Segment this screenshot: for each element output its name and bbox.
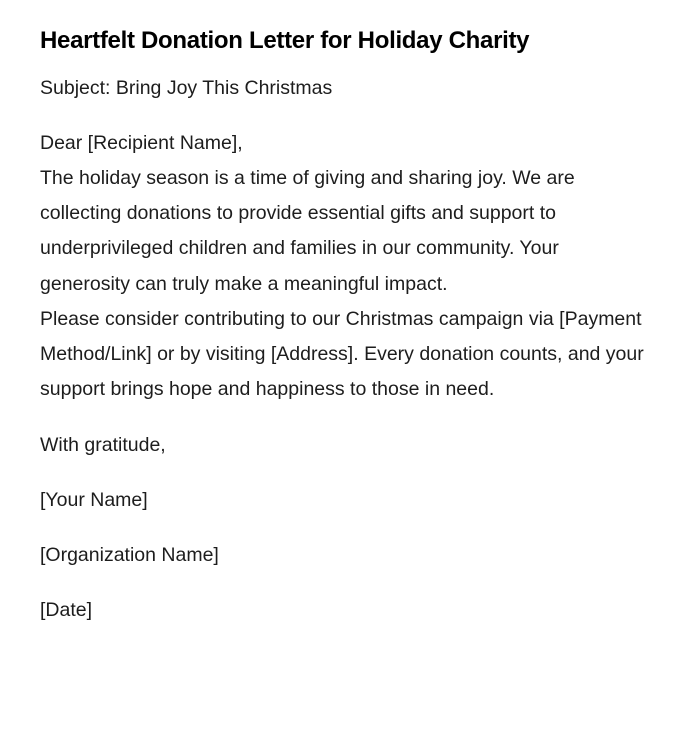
letter-paragraph-1: The holiday season is a time of giving and sharing joy. We are collecting donations to provide essential gifts and support to underprivileged children and families in our community. Your generosity can truly make a meaningful impact. (40, 167, 575, 295)
signature-date: [Date] (40, 599, 93, 622)
letter-paragraph-2: Please consider contributing to our Christmas campaign via [Payment Method/Link] or by visiting [Address]. Every donation counts, and your support brings hope and happiness to those in need. (40, 307, 644, 401)
letter-subject: Subject: Bring Joy This Christmas (40, 77, 333, 99)
letter-title: Heartfelt Donation Letter for Holiday Charity (40, 27, 530, 54)
signature-name: [Your Name] (40, 489, 148, 512)
letter-greeting: Dear [Recipient Name], (40, 132, 243, 154)
signature-organization: [Organization Name] (40, 544, 219, 567)
letter-closing: With gratitude, (40, 434, 166, 457)
